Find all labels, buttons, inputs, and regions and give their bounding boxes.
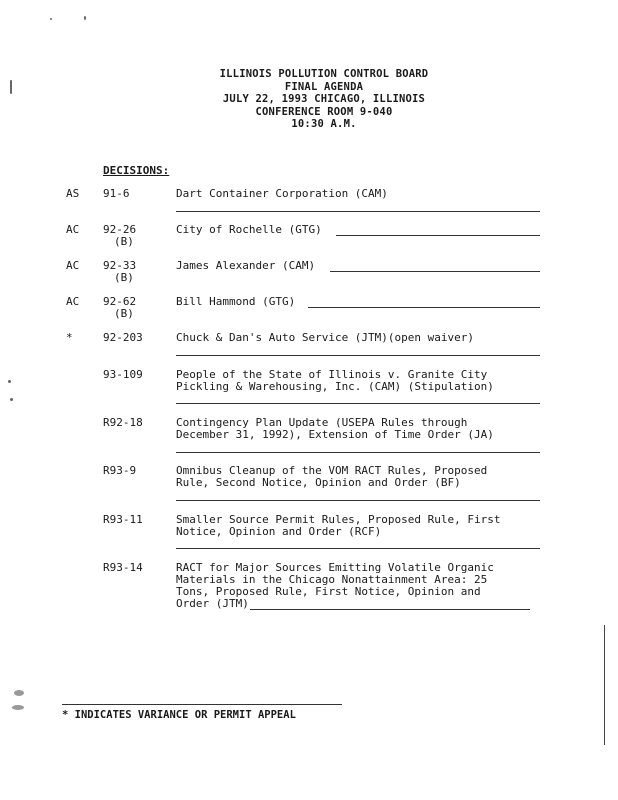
signature-line xyxy=(330,271,540,272)
description-line: Materials in the Chicago Nonattainment Area: 25 xyxy=(176,573,488,586)
signature-line xyxy=(176,355,540,356)
scan-speck xyxy=(84,16,86,20)
scan-speck xyxy=(10,80,12,94)
entry-description xyxy=(176,514,540,538)
entry-code: AS xyxy=(66,187,80,200)
description-line: Chuck & Dan's Auto Service (JTM)(open waiver) xyxy=(176,331,475,344)
entry-description xyxy=(176,224,336,236)
entry-code: AC xyxy=(66,295,80,308)
signature-line xyxy=(250,609,530,610)
signature-line xyxy=(176,403,540,404)
signature-line xyxy=(176,500,540,501)
agenda-header xyxy=(0,68,618,131)
case-number: 92-62 xyxy=(103,295,137,308)
agenda-title: FINAL AGENDA xyxy=(284,80,364,93)
scan-speck xyxy=(50,18,52,20)
entry-description xyxy=(176,417,540,441)
footer-divider xyxy=(62,704,342,705)
case-suffix: (B) xyxy=(114,307,134,320)
signature-line xyxy=(308,307,540,308)
entry-description xyxy=(176,465,540,489)
case-number: R93-11 xyxy=(103,513,143,526)
meeting-date-location: JULY 22, 1993 CHICAGO, ILLINOIS xyxy=(222,93,426,105)
scan-speck xyxy=(8,380,11,383)
board-name: ILLINOIS POLLUTION CONTROL BOARD xyxy=(219,68,429,80)
description-line: Omnibus Cleanup of the VOM RACT Rules, Proposed xyxy=(176,464,488,477)
description-line: People of the State of Illinois v. Granite City xyxy=(176,368,488,381)
signature-line xyxy=(176,548,540,549)
entry-description xyxy=(176,188,540,200)
entry-code: AC xyxy=(66,223,80,236)
description-line: Pickling & Warehousing, Inc. (CAM) (Stipulation) xyxy=(176,380,494,393)
section-title: DECISIONS: xyxy=(103,164,170,177)
case-number: 91-6 xyxy=(103,187,130,200)
description-line: Dart Container Corporation (CAM) xyxy=(176,187,388,200)
case-number: 92-33 xyxy=(103,259,137,272)
signature-line xyxy=(176,452,540,453)
entry-description xyxy=(176,260,336,272)
description-line: Smaller Source Permit Rules, Proposed Rule, First xyxy=(176,513,501,526)
description-line: RACT for Major Sources Emitting Volatile Organic xyxy=(176,561,494,574)
description-line: Bill Hammond (GTG) xyxy=(176,295,296,308)
description-line: Order (JTM) xyxy=(176,597,249,610)
case-number: 93-109 xyxy=(103,368,143,381)
case-number: 92-26 xyxy=(103,223,137,236)
entry-description xyxy=(176,369,540,393)
description-line: Contingency Plan Update (USEPA Rules through xyxy=(176,416,468,429)
meeting-room: CONFERENCE ROOM 9-040 xyxy=(255,105,393,118)
scan-speck xyxy=(10,398,13,401)
entry-description xyxy=(176,562,540,610)
meeting-time: 10:30 A.M. xyxy=(291,118,357,130)
footer-legend: * INDICATES VARIANCE OR PERMIT APPEAL xyxy=(62,709,296,721)
case-number: R92-18 xyxy=(103,416,143,429)
description-line: Notice, Opinion and Order (RCF) xyxy=(176,525,382,538)
signature-line xyxy=(336,235,540,236)
entry-code: * xyxy=(66,331,73,344)
case-suffix: (B) xyxy=(114,235,134,248)
description-line: James Alexander (CAM) xyxy=(176,259,316,272)
entry-code: AC xyxy=(66,259,80,272)
scan-speck xyxy=(14,690,24,696)
case-suffix: (B) xyxy=(114,271,134,284)
description-line: Tons, Proposed Rule, First Notice, Opinion and xyxy=(176,585,481,598)
case-number: R93-9 xyxy=(103,464,137,477)
case-number: R93-14 xyxy=(103,561,143,574)
scan-speck xyxy=(12,705,24,710)
description-line: December 31, 1992), Extension of Time Order (JA) xyxy=(176,428,494,441)
description-line: City of Rochelle (GTG) xyxy=(176,223,322,236)
scan-edge-line xyxy=(604,625,605,745)
signature-line xyxy=(176,211,540,212)
entry-description xyxy=(176,296,316,308)
description-line: Rule, Second Notice, Opinion and Order (BF) xyxy=(176,476,461,489)
case-number: 92-203 xyxy=(103,331,143,344)
entry-description xyxy=(176,332,540,344)
